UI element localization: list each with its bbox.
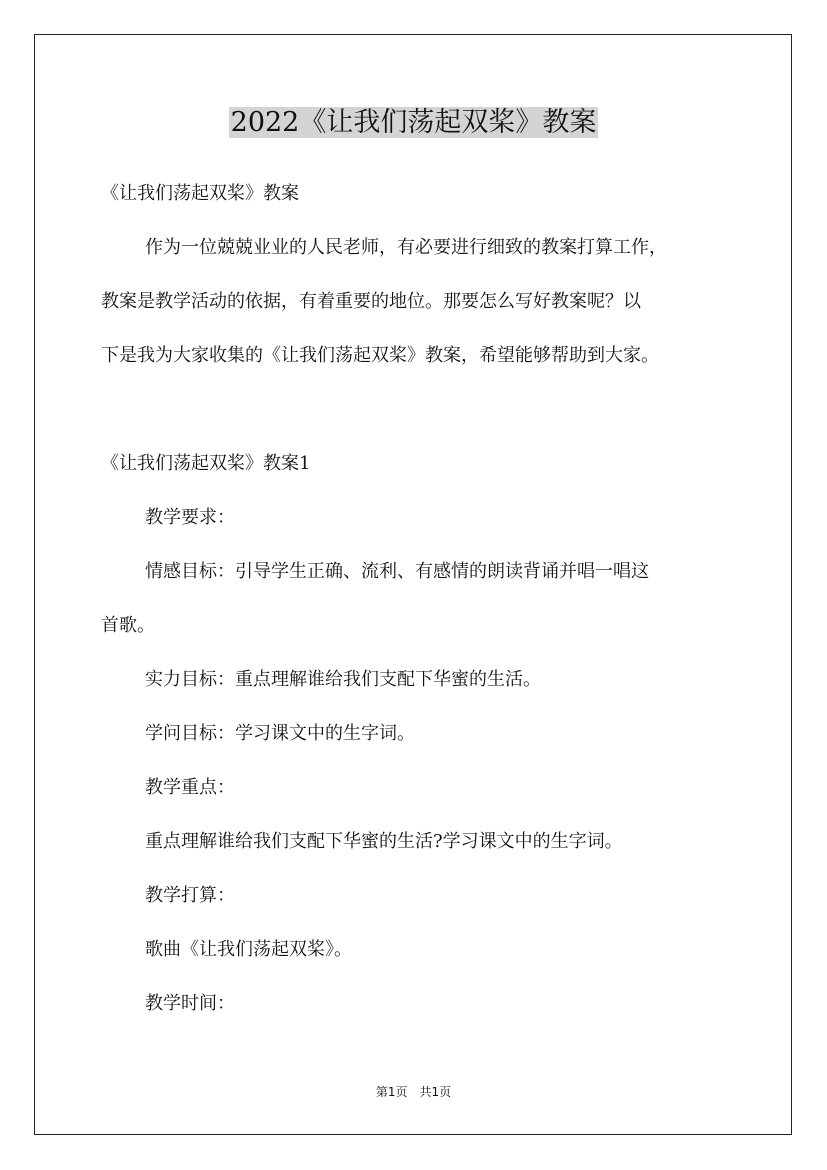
document-title-text: 2022《让我们荡起双桨》教案 [230, 107, 597, 138]
emotion-goal-line-1: 情感目标：引导学生正确、流利、有感情的朗读背诵并唱一唱这 [145, 561, 649, 582]
preparation-label: 教学打算： [145, 885, 235, 906]
intro-line-1: 作为一位兢兢业业的人民老师，有必要进行细致的教案打算工作， [145, 237, 667, 258]
knowledge-goal: 学问目标：学习课文中的生字词。 [145, 723, 415, 744]
document-title [0, 104, 827, 142]
key-points: 重点理解谁给我们支配下华蜜的生活?学习课文中的生字词。 [145, 831, 623, 852]
section-heading-1: 《让我们荡起双桨》教案1 [101, 453, 311, 474]
page-footer [0, 1083, 827, 1101]
ability-goal: 实力目标：重点理解谁给我们支配下华蜜的生活。 [145, 669, 541, 690]
preparation: 歌曲《让我们荡起双桨》。 [145, 939, 352, 960]
intro-line-3: 下是我为大家收集的《让我们荡起双桨》教案，希望能够帮助到大家。 [101, 345, 659, 366]
emotion-goal-line-2: 首歌。 [101, 615, 155, 636]
page-number: 第1页 共1页 [375, 1085, 452, 1099]
time-label: 教学时间： [145, 993, 235, 1014]
key-points-label: 教学重点： [145, 777, 235, 798]
intro-line-2: 教案是教学活动的依据，有着重要的地位。那要怎么写好教案呢？以 [101, 291, 641, 312]
requirements-label: 教学要求： [145, 507, 235, 528]
document-subtitle: 《让我们荡起双桨》教案 [101, 183, 299, 204]
